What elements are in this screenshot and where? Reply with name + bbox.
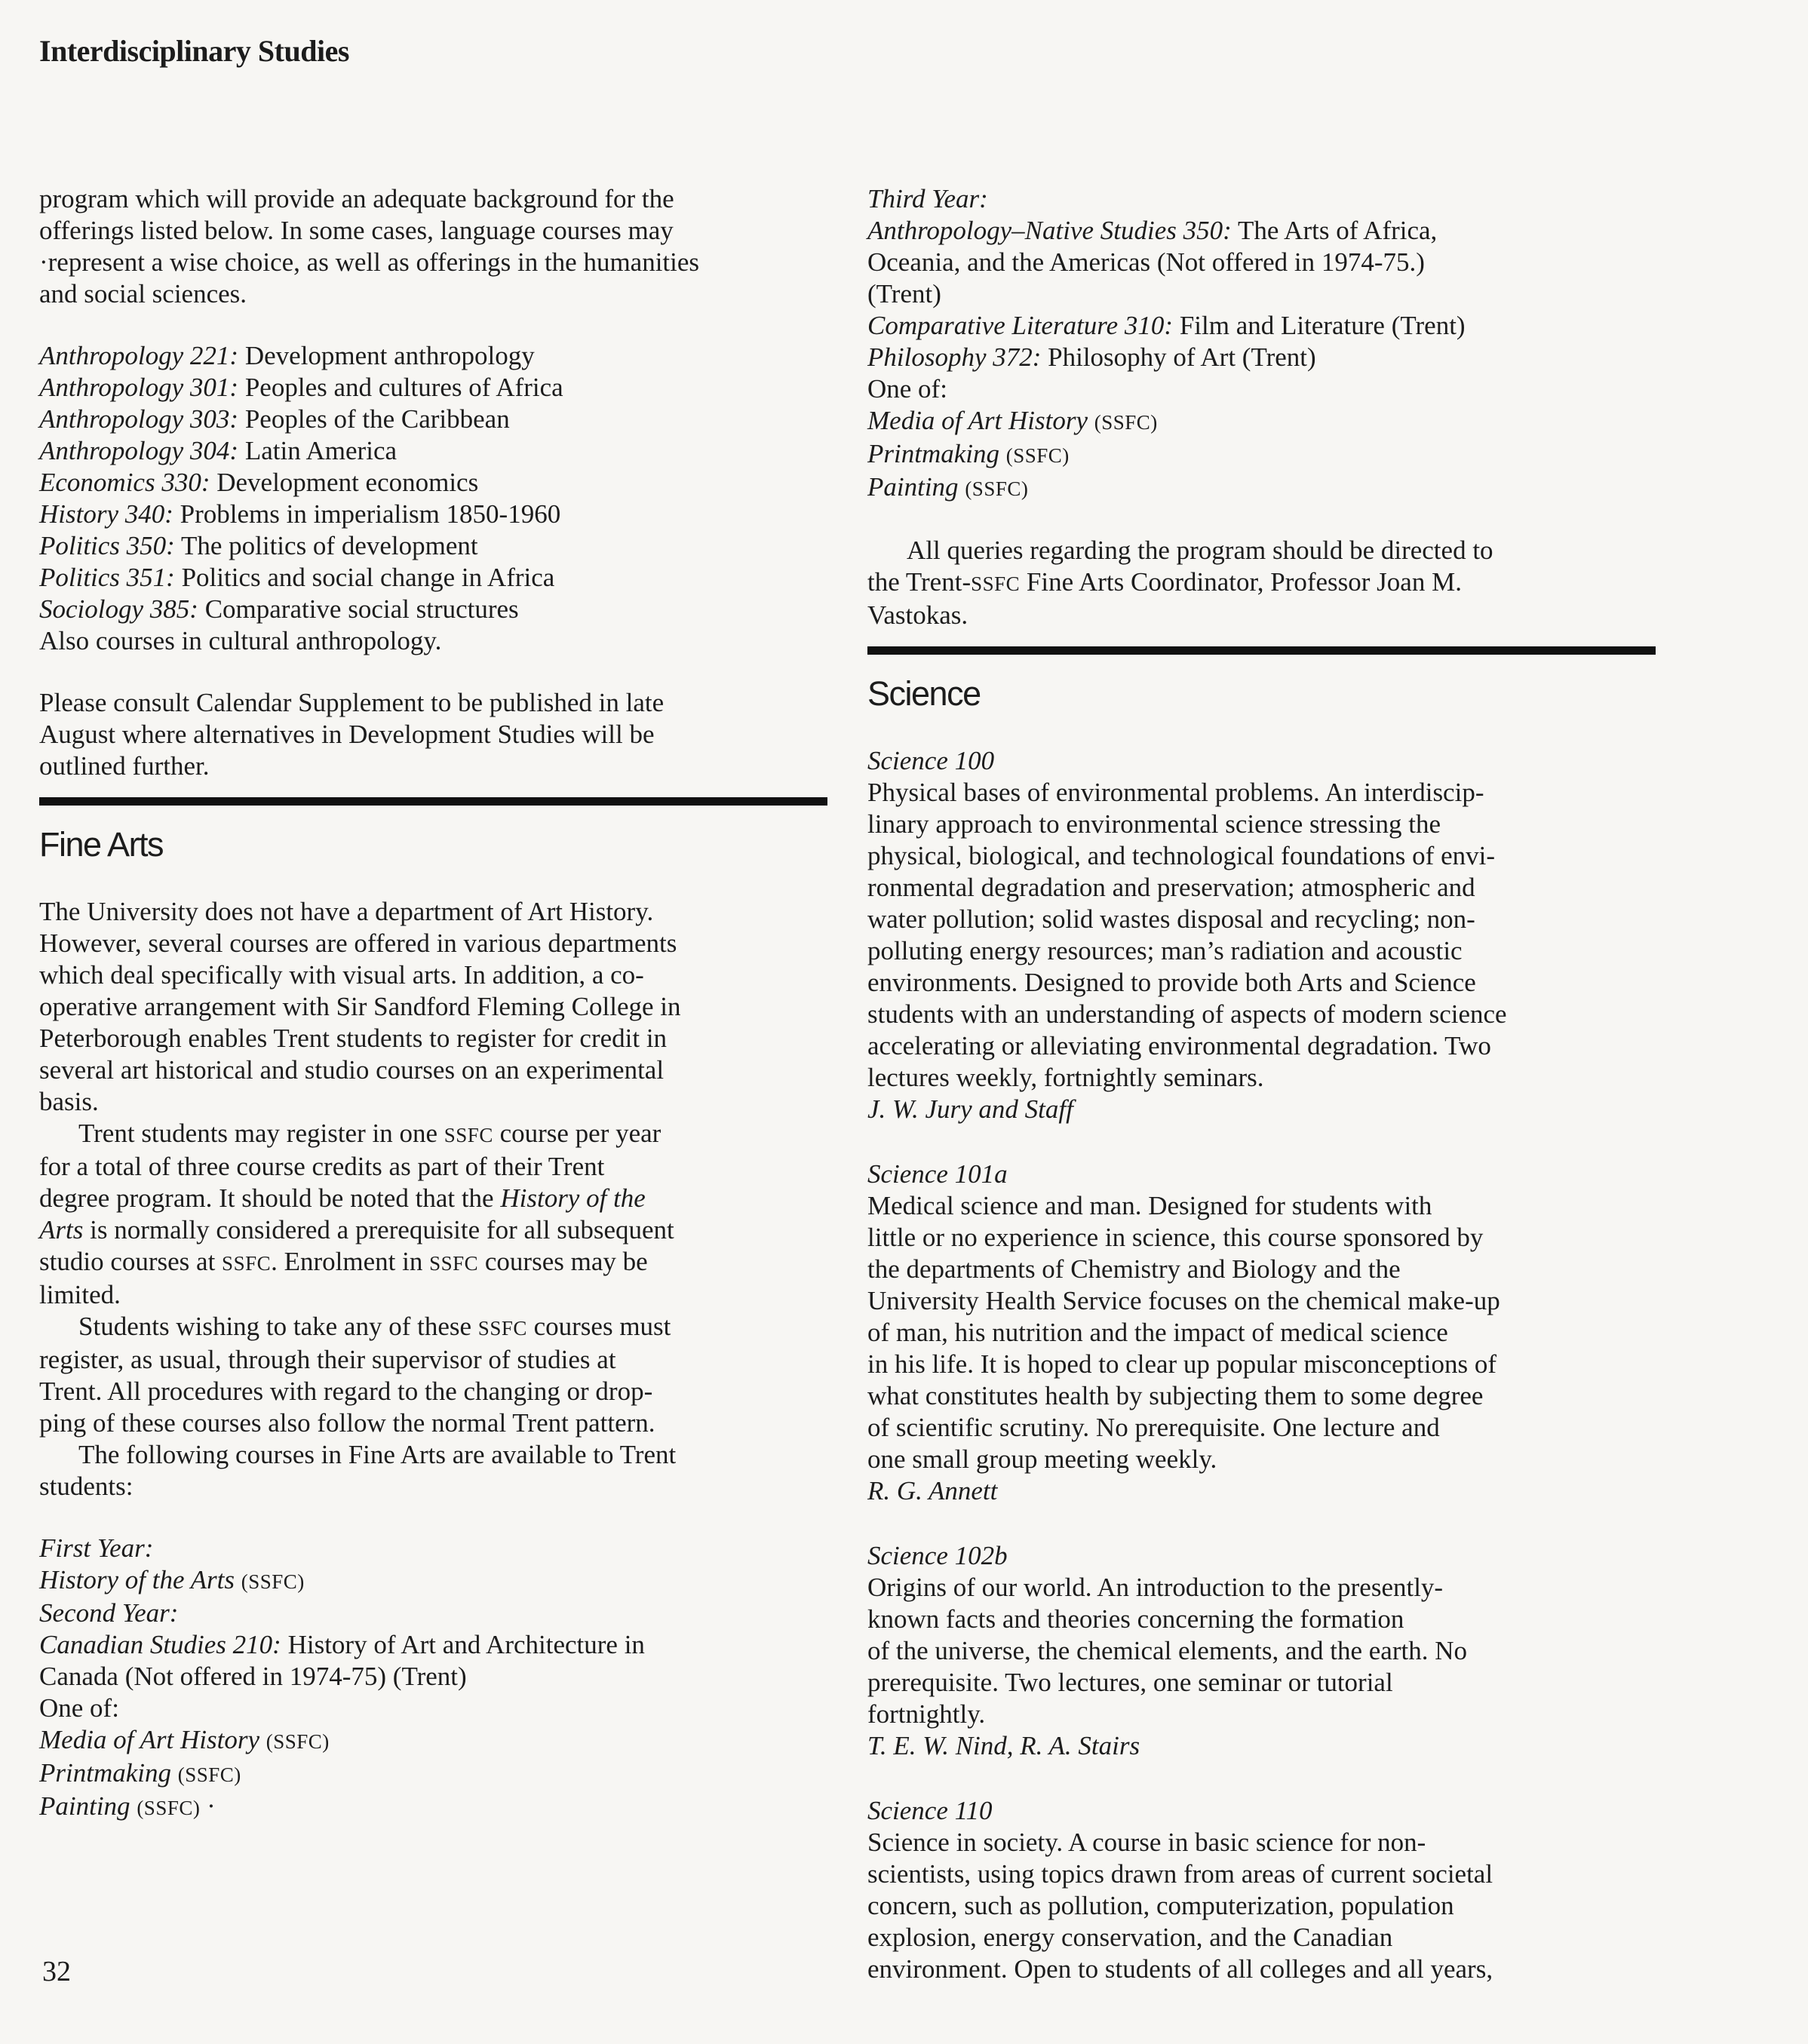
section-title-fine-arts: Fine Arts <box>39 825 164 864</box>
queries-paragraph <box>867 535 1656 631</box>
course-item: Anthropology 303: Peoples of the Caribbean <box>39 404 510 434</box>
course-item: Painting (SSFC) · <box>39 1791 216 1821</box>
fine-arts-paragraph-2 <box>39 1118 827 1311</box>
text-line: Trent students may register in one SSFC course per year <box>78 1119 662 1148</box>
text-line: One of: <box>867 374 947 404</box>
text-line: offerings listed below. In some cases, language courses may <box>39 216 674 245</box>
year-label: Second Year: <box>39 1598 179 1628</box>
text-line: environments. Designed to provide both Arts and Science <box>867 968 1476 997</box>
text-line: register, as usual, through their supervisor of studies at <box>39 1345 616 1374</box>
text-line: degree program. It should be noted that the History of the <box>39 1183 646 1213</box>
fine-arts-paragraph-1 <box>39 896 827 1118</box>
course-item: Anthropology 301: Peoples and cultures of Africa <box>39 373 563 402</box>
text-line: The following courses in Fine Arts are available to Trent <box>78 1440 677 1469</box>
running-head: Interdisciplinary Studies <box>39 34 349 68</box>
course-code: Science 110 <box>867 1796 993 1825</box>
text-line: One of: <box>39 1693 119 1723</box>
course-item: Sociology 385: Comparative social structures <box>39 594 519 624</box>
course-item: Philosophy 372: Philosophy of Art (Trent) <box>867 342 1316 372</box>
text-line: University Health Service focuses on the chemical make-up <box>867 1286 1500 1315</box>
text-line: and social sciences. <box>39 279 247 308</box>
course-code: Science 101a <box>867 1159 1008 1189</box>
instructor: J. W. Jury and Staff <box>867 1094 1073 1124</box>
text-line: of the universe, the chemical elements, and the earth. No <box>867 1636 1467 1665</box>
text-line: Physical bases of environmental problems. An interdiscip- <box>867 778 1484 807</box>
text-line: the departments of Chemistry and Biology and the <box>867 1254 1401 1284</box>
text-line: accelerating or alleviating environmental degradation. Two <box>867 1031 1491 1060</box>
course-item: Media of Art History (SSFC) <box>867 406 1158 435</box>
text-line: Oceania, and the Americas (Not offered in 1974-75.) <box>867 247 1425 277</box>
text-line: August where alternatives in Development Studies will be <box>39 720 655 749</box>
science-course <box>867 1795 1656 1985</box>
course-item: Canadian Studies 210: History of Art and Architecture in <box>39 1630 645 1659</box>
text-line: (Trent) <box>867 279 941 308</box>
page-number: 32 <box>42 1956 71 1987</box>
text-line: one small group meeting weekly. <box>867 1444 1217 1474</box>
text-line: polluting energy resources; man’s radiation and acoustic <box>867 936 1463 965</box>
text-line: prerequisite. Two lectures, one seminar or tutorial <box>867 1668 1393 1697</box>
course-item: History of the Arts (SSFC) <box>39 1565 305 1594</box>
fine-arts-course-list <box>39 1533 827 1824</box>
text-line: Medical science and man. Designed for students with <box>867 1191 1432 1220</box>
course-item: Anthropology 221: Development anthropology <box>39 341 535 370</box>
fine-arts-paragraph-3 <box>39 1311 827 1439</box>
text-line: Science in society. A course in basic science for non- <box>867 1828 1426 1857</box>
text-line: ·represent a wise choice, as well as offerings in the humanities <box>39 247 700 277</box>
section-rule <box>39 797 827 806</box>
course-code: Science 100 <box>867 746 995 775</box>
text-line: Origins of our world. An introduction to the presently- <box>867 1573 1444 1602</box>
text-line: ping of these courses also follow the normal Trent pattern. <box>39 1408 655 1438</box>
science-course <box>867 745 1656 1125</box>
instructor: R. G. Annett <box>867 1476 998 1505</box>
text-line: Peterborough enables Trent students to register for credit in <box>39 1024 668 1053</box>
text-line: what constitutes health by subjecting them to some degree <box>867 1381 1484 1410</box>
text-line: explosion, energy conservation, and the Canadian <box>867 1923 1393 1952</box>
course-item: Printmaking (SSFC) <box>867 439 1070 468</box>
text-line: of scientific scrutiny. No prerequisite. One lecture and <box>867 1413 1440 1442</box>
text-line: scientists, using topics drawn from areas of current societal <box>867 1859 1493 1889</box>
course-item: Anthropology–Native Studies 350: The Arts of Africa, <box>867 216 1438 245</box>
text-line: linary approach to environmental science stressing the <box>867 809 1441 839</box>
course-item: History 340: Problems in imperialism 1850-1960 <box>39 499 561 529</box>
text-line: water pollution; solid wastes disposal and recycling; non- <box>867 904 1475 934</box>
fine-arts-third-year <box>867 183 1656 505</box>
text-line: concern, such as pollution, computerization, population <box>867 1891 1454 1920</box>
text-line: basis. <box>39 1087 99 1116</box>
science-course <box>867 1159 1656 1507</box>
course-item: Printmaking (SSFC) <box>39 1758 241 1788</box>
text-line: Students wishing to take any of these SSFC courses must <box>78 1312 671 1341</box>
text-line: operative arrangement with Sir Sandford Fleming College in <box>39 992 681 1021</box>
text-line: little or no experience in science, this course sponsored by <box>867 1223 1484 1252</box>
text-line: Trent. All procedures with regard to the changing or drop- <box>39 1376 653 1406</box>
course-item: Anthropology 304: Latin America <box>39 436 398 465</box>
text-line: All queries regarding the program should be directed to <box>907 536 1493 565</box>
course-item: Comparative Literature 310: Film and Literature (Trent) <box>867 311 1466 340</box>
fine-arts-paragraph-4 <box>39 1439 827 1502</box>
text-line: which deal specifically with visual arts. In addition, a co- <box>39 960 644 990</box>
text-line: in his life. It is hoped to clear up popular misconceptions of <box>867 1349 1496 1379</box>
instructor: T. E. W. Nind, R. A. Stairs <box>867 1731 1140 1760</box>
text-line: lectures weekly, fortnightly seminars. <box>867 1063 1264 1092</box>
text-line: the Trent-SSFC Fine Arts Coordinator, Professor Joan M. <box>867 567 1462 597</box>
course-list <box>39 340 827 657</box>
section-rule <box>867 646 1656 655</box>
text-line: students: <box>39 1472 134 1501</box>
text-line: program which will provide an adequate background for the <box>39 184 674 213</box>
year-label: First Year: <box>39 1533 154 1563</box>
text-line: for a total of three course credits as part of their Trent <box>39 1152 605 1181</box>
section-title-science: Science <box>867 674 981 713</box>
year-label: Third Year: <box>867 184 988 213</box>
course-item: Media of Art History (SSFC) <box>39 1725 330 1754</box>
right-column <box>867 183 1656 1985</box>
course-code: Science 102b <box>867 1541 1008 1570</box>
text-line: environment. Open to students of all colleges and all years, <box>867 1954 1493 1984</box>
course-item: Politics 351: Politics and social change in Africa <box>39 563 555 592</box>
course-item: Politics 350: The politics of development <box>39 531 478 560</box>
left-column <box>39 183 827 1824</box>
text-line: Also courses in cultural anthropology. <box>39 626 442 655</box>
intro-paragraph <box>39 183 827 310</box>
text-line: ronmental degradation and preservation; atmospheric and <box>867 873 1475 902</box>
text-line: However, several courses are offered in various departments <box>39 928 677 958</box>
text-line: Canada (Not offered in 1974-75) (Trent) <box>39 1662 467 1691</box>
text-line: of man, his nutrition and the impact of medical science <box>867 1318 1448 1347</box>
text-line: physical, biological, and technological foundations of envi- <box>867 841 1496 870</box>
text-line: The University does not have a department of Art History. <box>39 897 654 926</box>
course-item: Painting (SSFC) <box>867 472 1029 502</box>
science-course <box>867 1540 1656 1762</box>
text-line: fortnightly. <box>867 1699 986 1729</box>
text-line: Please consult Calendar Supplement to be published in late <box>39 688 665 717</box>
text-line: Vastokas. <box>867 600 968 630</box>
consult-paragraph <box>39 687 827 782</box>
text-line: limited. <box>39 1280 121 1309</box>
text-line: studio courses at SSFC. Enrolment in SSFC courses may be <box>39 1247 648 1276</box>
text-line: students with an understanding of aspects of modern science <box>867 999 1507 1029</box>
course-item: Economics 330: Development economics <box>39 468 479 497</box>
text-line: Arts is normally considered a prerequisite for all subsequent <box>39 1215 674 1245</box>
text-line: known facts and theories concerning the formation <box>867 1604 1404 1634</box>
text-line: outlined further. <box>39 751 210 781</box>
text-line: several art historical and studio courses on an experimental <box>39 1055 665 1085</box>
